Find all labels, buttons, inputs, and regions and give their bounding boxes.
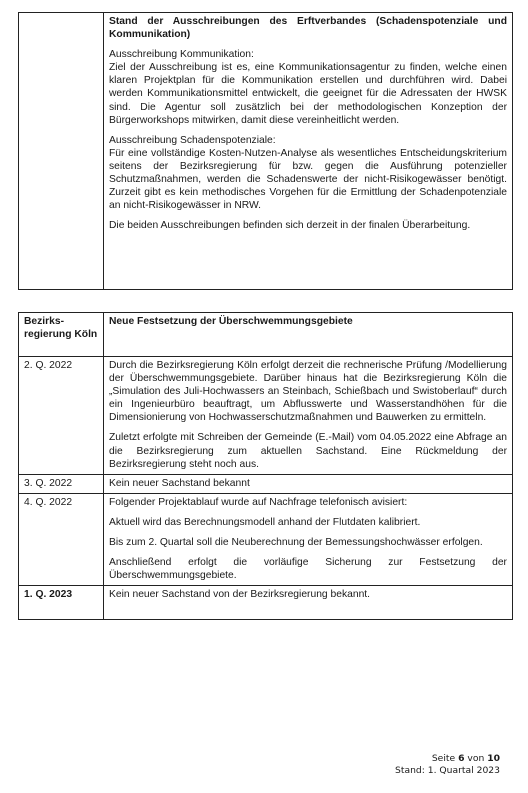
schaden-text: Für eine vollständige Kosten-Nutzen-Analyse als wesentliches Entscheidungskriterium seitens der Bezirksregierung für bzw. gegen die Ausführung potenzieller Schutzmaßnahmen, werden die Schadenswerte der nicht-Risikogewässer benötigt. Zurzeit gibt es kein methodisches Vorgehen für die Ermittlung der Schadenpotenziale an nicht-Risikogewässer in NRW. [109,147,507,212]
komm-text: Ziel der Ausschreibung ist es, eine Kommunikationsagentur zu finden, welche einen klaren Projektplan für die Kommunikation erstellen und durchführen wird. Dabei werden Kommunikationsmittel entwickelt, die geeignet für die Adressaten der HWSK sind. Die Agentur soll zusätzlich bei der methodologischen Konzeption der Bürgerworkshops mitwirken, damit diese vereinheitlicht werden. [109,62,507,126]
page-footer [395,753,500,777]
quarter-cell: 3. Q. 2022 [19,474,104,493]
erftverband-status-table [18,12,513,290]
paragraph: Zuletzt erfolgte mit Schreiben der Gemeinde (E.-Mail) vom 04.05.2022 eine Abfrage an die Bezirksregierung zum aktuellen Sachstand. Eine Rückmeldung der Bezirksregierung steht noch aus. [109,432,507,470]
paragraph: Aktuell wird das Berechnungsmodell anhand der Flutdaten kalibriert. [109,516,421,528]
table-row [19,357,513,475]
col-header-festsetzung: Neue Festsetzung der Überschwemmungsgebiete [104,313,513,357]
section1-title: Stand der Ausschreibungen des Erftverbandes (Schadenspotenziale und Kommunikation) [109,16,507,41]
komm-label: Ausschreibung Kommunikation: [109,49,254,61]
page-current: 6 [458,753,465,764]
komm-block [109,48,507,127]
col-header-bezirksregierung: Bezirks-regierung Köln [19,313,104,357]
schaden-block [109,134,507,213]
schaden-label: Ausschreibung Schadenspotenziale: [109,134,276,146]
empty-left-cell [19,13,104,290]
quarter-cell: 2. Q. 2022 [19,357,104,475]
content-cell [104,493,513,585]
status-text: Die beiden Ausschreibungen befinden sich derzeit in der finalen Überarbeitung. [109,220,471,232]
table-row [19,493,513,585]
header-row [19,313,513,357]
paragraph: Bis zum 2. Quartal soll die Neuberechnung der Bemessungshochwässer erfolgen. [109,537,483,549]
paragraph: Kein neuer Sachstand bekannt [109,477,250,489]
ueberschwemmung-table [18,312,513,620]
paragraph: Kein neuer Sachstand von der Bezirksregierung bekannt. [109,589,371,601]
content-cell [104,586,513,620]
paragraph: Anschließend erfolgt die vorläufige Sicherung zur Festsetzung der Überschwemmungsgebiete. [109,557,507,582]
table-row [19,586,513,620]
paragraph: Durch die Bezirksregierung Köln erfolgt derzeit die rechnerische Prüfung /Modellierung der Überschwemmungsgebiete. Darüber hinaus hat die Bezirksregierung Köln die „Simulation des Juli-Hochwassers an Steinbach, Schießbach und Swistoberlauf“ durch ein Ingenieurbüro beauftragt, um Abflusswerte und Wasserstandhöhen für die Dimensionierung von Hochwasserschutzmaßnahmen und Bauwerken zu ermitteln. [109,360,507,424]
page-number: Seite 6 von 10 [431,753,500,764]
stand-label: Stand: 1. Quartal 2023 [395,765,500,776]
content-cell [104,474,513,493]
page-total: 10 [487,753,500,764]
erftverband-content-cell [104,13,513,290]
paragraph: Folgender Projektablauf wurde auf Nachfrage telefonisch avisiert: [109,496,408,508]
table-row [19,474,513,493]
content-cell [104,357,513,475]
quarter-cell: 4. Q. 2022 [19,493,104,585]
quarter-cell: 1. Q. 2023 [19,586,104,620]
